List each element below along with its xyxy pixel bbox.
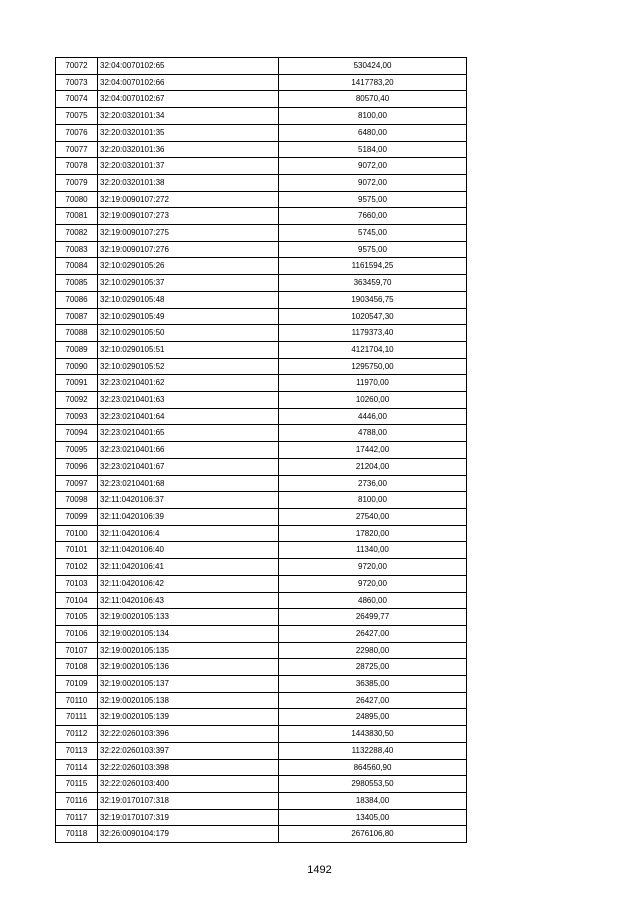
cadastral-value-cell: 26427,00 xyxy=(279,625,467,642)
table-row xyxy=(56,726,467,743)
row-number-cell: 70087 xyxy=(56,308,98,325)
cadastral-value-table xyxy=(55,57,467,843)
cadastral-number-cell: 32:10:0290105:51 xyxy=(98,341,279,358)
table-row xyxy=(56,742,467,759)
cadastral-value-cell: 2676106,80 xyxy=(279,826,467,843)
cadastral-value-cell: 17820,00 xyxy=(279,525,467,542)
table-row xyxy=(56,124,467,141)
cadastral-number-cell: 32:11:0420106:4 xyxy=(98,525,279,542)
row-number-cell: 70107 xyxy=(56,642,98,659)
cadastral-number-cell: 32:19:0090107:273 xyxy=(98,208,279,225)
table-row xyxy=(56,508,467,525)
cadastral-number-cell: 32:22:0260103:400 xyxy=(98,776,279,793)
cadastral-number-cell: 32:23:0210401:66 xyxy=(98,442,279,459)
cadastral-number-cell: 32:19:0090107:276 xyxy=(98,241,279,258)
cadastral-number-cell: 32:20:0320101:36 xyxy=(98,141,279,158)
cadastral-number-cell: 32:23:0210401:63 xyxy=(98,392,279,409)
table-row xyxy=(56,375,467,392)
registry-sheet xyxy=(55,57,466,843)
row-number-cell: 70083 xyxy=(56,241,98,258)
cadastral-value-cell: 530424,00 xyxy=(279,58,467,75)
cadastral-value-cell: 8100,00 xyxy=(279,108,467,125)
cadastral-value-cell: 27540,00 xyxy=(279,508,467,525)
table-row xyxy=(56,809,467,826)
cadastral-value-cell: 4446,00 xyxy=(279,408,467,425)
row-number-cell: 70110 xyxy=(56,692,98,709)
cadastral-number-cell: 32:23:0210401:65 xyxy=(98,425,279,442)
row-number-cell: 70095 xyxy=(56,442,98,459)
table-row xyxy=(56,776,467,793)
table-row xyxy=(56,442,467,459)
cadastral-value-cell: 4788,00 xyxy=(279,425,467,442)
cadastral-value-cell: 9720,00 xyxy=(279,575,467,592)
table-row xyxy=(56,458,467,475)
cadastral-number-cell: 32:20:0320101:35 xyxy=(98,124,279,141)
cadastral-number-cell: 32:19:0020105:137 xyxy=(98,676,279,693)
row-number-cell: 70093 xyxy=(56,408,98,425)
cadastral-value-cell: 1132288,40 xyxy=(279,742,467,759)
row-number-cell: 70085 xyxy=(56,275,98,292)
row-number-cell: 70112 xyxy=(56,726,98,743)
cadastral-number-cell: 32:19:0020105:138 xyxy=(98,692,279,709)
table-row xyxy=(56,74,467,91)
row-number-cell: 70090 xyxy=(56,358,98,375)
row-number-cell: 70074 xyxy=(56,91,98,108)
cadastral-value-cell: 10260,00 xyxy=(279,392,467,409)
cadastral-number-cell: 32:11:0420106:41 xyxy=(98,559,279,576)
cadastral-number-cell: 32:19:0020105:136 xyxy=(98,659,279,676)
cadastral-number-cell: 32:20:0320101:37 xyxy=(98,158,279,175)
row-number-cell: 70116 xyxy=(56,792,98,809)
cadastral-number-cell: 32:10:0290105:50 xyxy=(98,325,279,342)
cadastral-number-cell: 32:11:0420106:37 xyxy=(98,492,279,509)
cadastral-value-cell: 26499,77 xyxy=(279,609,467,626)
table-row xyxy=(56,692,467,709)
cadastral-number-cell: 32:20:0320101:34 xyxy=(98,108,279,125)
cadastral-number-cell: 32:04:0070102:66 xyxy=(98,74,279,91)
table-row xyxy=(56,392,467,409)
row-number-cell: 70102 xyxy=(56,559,98,576)
row-number-cell: 70084 xyxy=(56,258,98,275)
row-number-cell: 70075 xyxy=(56,108,98,125)
cadastral-number-cell: 32:10:0290105:37 xyxy=(98,275,279,292)
table-row xyxy=(56,91,467,108)
row-number-cell: 70092 xyxy=(56,392,98,409)
cadastral-value-cell: 28725,00 xyxy=(279,659,467,676)
cadastral-number-cell: 32:19:0170107:318 xyxy=(98,792,279,809)
cadastral-value-cell: 1417783,20 xyxy=(279,74,467,91)
table-row xyxy=(56,158,467,175)
table-row xyxy=(56,575,467,592)
cadastral-value-cell: 363459,70 xyxy=(279,275,467,292)
row-number-cell: 70094 xyxy=(56,425,98,442)
cadastral-value-cell: 26427,00 xyxy=(279,692,467,709)
table-row xyxy=(56,241,467,258)
row-number-cell: 70076 xyxy=(56,124,98,141)
cadastral-value-cell: 11340,00 xyxy=(279,542,467,559)
table-row xyxy=(56,225,467,242)
table-row xyxy=(56,525,467,542)
cadastral-value-cell: 24895,00 xyxy=(279,709,467,726)
table-row xyxy=(56,308,467,325)
cadastral-value-cell: 864560,90 xyxy=(279,759,467,776)
cadastral-value-cell: 4860,00 xyxy=(279,592,467,609)
cadastral-number-cell: 32:23:0210401:64 xyxy=(98,408,279,425)
cadastral-value-cell: 1903456,75 xyxy=(279,291,467,308)
table-row xyxy=(56,559,467,576)
table-row xyxy=(56,208,467,225)
row-number-cell: 70113 xyxy=(56,742,98,759)
row-number-cell: 70086 xyxy=(56,291,98,308)
table-row xyxy=(56,542,467,559)
cadastral-number-cell: 32:10:0290105:52 xyxy=(98,358,279,375)
table-row xyxy=(56,325,467,342)
cadastral-value-cell: 9575,00 xyxy=(279,241,467,258)
cadastral-number-cell: 32:04:0070102:65 xyxy=(98,58,279,75)
cadastral-number-cell: 32:19:0020105:134 xyxy=(98,625,279,642)
cadastral-value-cell: 1179373,40 xyxy=(279,325,467,342)
row-number-cell: 70104 xyxy=(56,592,98,609)
cadastral-number-cell: 32:11:0420106:39 xyxy=(98,508,279,525)
cadastral-value-cell: 2980553,50 xyxy=(279,776,467,793)
cadastral-number-cell: 32:19:0170107:319 xyxy=(98,809,279,826)
row-number-cell: 70115 xyxy=(56,776,98,793)
cadastral-number-cell: 32:19:0020105:133 xyxy=(98,609,279,626)
cadastral-number-cell: 32:19:0090107:275 xyxy=(98,225,279,242)
cadastral-number-cell: 32:11:0420106:42 xyxy=(98,575,279,592)
cadastral-number-cell: 32:19:0020105:139 xyxy=(98,709,279,726)
table-row xyxy=(56,58,467,75)
cadastral-number-cell: 32:04:0070102:67 xyxy=(98,91,279,108)
table-row xyxy=(56,592,467,609)
cadastral-number-cell: 32:23:0210401:62 xyxy=(98,375,279,392)
cadastral-value-cell: 17442,00 xyxy=(279,442,467,459)
row-number-cell: 70099 xyxy=(56,508,98,525)
cadastral-number-cell: 32:20:0320101:38 xyxy=(98,174,279,191)
row-number-cell: 70072 xyxy=(56,58,98,75)
row-number-cell: 70082 xyxy=(56,225,98,242)
row-number-cell: 70077 xyxy=(56,141,98,158)
row-number-cell: 70078 xyxy=(56,158,98,175)
cadastral-number-cell: 32:19:0020105:135 xyxy=(98,642,279,659)
cadastral-value-cell: 2736,00 xyxy=(279,475,467,492)
cadastral-number-cell: 32:11:0420106:40 xyxy=(98,542,279,559)
table-row xyxy=(56,659,467,676)
row-number-cell: 70096 xyxy=(56,458,98,475)
row-number-cell: 70114 xyxy=(56,759,98,776)
cadastral-value-cell: 18384,00 xyxy=(279,792,467,809)
row-number-cell: 70106 xyxy=(56,625,98,642)
cadastral-value-cell: 9575,00 xyxy=(279,191,467,208)
cadastral-number-cell: 32:22:0260103:398 xyxy=(98,759,279,776)
cadastral-value-cell: 7660,00 xyxy=(279,208,467,225)
table-row xyxy=(56,826,467,843)
table-row xyxy=(56,792,467,809)
table-row xyxy=(56,174,467,191)
cadastral-value-cell: 36385,00 xyxy=(279,676,467,693)
row-number-cell: 70101 xyxy=(56,542,98,559)
page-number: 1492 xyxy=(307,864,332,876)
cadastral-value-cell: 21204,00 xyxy=(279,458,467,475)
cadastral-number-cell: 32:11:0420106:43 xyxy=(98,592,279,609)
row-number-cell: 70103 xyxy=(56,575,98,592)
table-row xyxy=(56,625,467,642)
table-row xyxy=(56,191,467,208)
cadastral-value-cell: 9720,00 xyxy=(279,559,467,576)
cadastral-value-cell: 22980,00 xyxy=(279,642,467,659)
row-number-cell: 70105 xyxy=(56,609,98,626)
table-row xyxy=(56,609,467,626)
table-row xyxy=(56,275,467,292)
table-row xyxy=(56,492,467,509)
cadastral-value-cell: 1161594,25 xyxy=(279,258,467,275)
table-row xyxy=(56,759,467,776)
table-row xyxy=(56,475,467,492)
row-number-cell: 70073 xyxy=(56,74,98,91)
cadastral-value-cell: 80570,40 xyxy=(279,91,467,108)
cadastral-value-cell: 8100,00 xyxy=(279,492,467,509)
cadastral-number-cell: 32:26:0090104:179 xyxy=(98,826,279,843)
cadastral-number-cell: 32:19:0090107:272 xyxy=(98,191,279,208)
row-number-cell: 70100 xyxy=(56,525,98,542)
table-row xyxy=(56,709,467,726)
row-number-cell: 70098 xyxy=(56,492,98,509)
table-row xyxy=(56,291,467,308)
cadastral-value-cell: 1295750,00 xyxy=(279,358,467,375)
cadastral-number-cell: 32:10:0290105:26 xyxy=(98,258,279,275)
table-row xyxy=(56,141,467,158)
cadastral-value-cell: 11970,00 xyxy=(279,375,467,392)
row-number-cell: 70091 xyxy=(56,375,98,392)
row-number-cell: 70108 xyxy=(56,659,98,676)
table-row xyxy=(56,341,467,358)
cadastral-value-cell: 6480,00 xyxy=(279,124,467,141)
cadastral-value-cell: 4121704,10 xyxy=(279,341,467,358)
table-row xyxy=(56,425,467,442)
table-row xyxy=(56,258,467,275)
row-number-cell: 70111 xyxy=(56,709,98,726)
cadastral-number-cell: 32:23:0210401:67 xyxy=(98,458,279,475)
cadastral-number-cell: 32:10:0290105:48 xyxy=(98,291,279,308)
row-number-cell: 70081 xyxy=(56,208,98,225)
cadastral-value-cell: 5745,00 xyxy=(279,225,467,242)
row-number-cell: 70079 xyxy=(56,174,98,191)
table-row xyxy=(56,676,467,693)
row-number-cell: 70089 xyxy=(56,341,98,358)
cadastral-number-cell: 32:23:0210401:68 xyxy=(98,475,279,492)
row-number-cell: 70080 xyxy=(56,191,98,208)
table-row xyxy=(56,358,467,375)
cadastral-value-cell: 13405,00 xyxy=(279,809,467,826)
cadastral-number-cell: 32:22:0260103:397 xyxy=(98,742,279,759)
row-number-cell: 70117 xyxy=(56,809,98,826)
row-number-cell: 70097 xyxy=(56,475,98,492)
table-body xyxy=(56,58,467,843)
cadastral-value-cell: 5184,00 xyxy=(279,141,467,158)
cadastral-value-cell: 9072,00 xyxy=(279,174,467,191)
cadastral-number-cell: 32:10:0290105:49 xyxy=(98,308,279,325)
row-number-cell: 70118 xyxy=(56,826,98,843)
table-row xyxy=(56,408,467,425)
row-number-cell: 70088 xyxy=(56,325,98,342)
cadastral-value-cell: 9072,00 xyxy=(279,158,467,175)
cadastral-value-cell: 1020547,30 xyxy=(279,308,467,325)
cadastral-number-cell: 32:22:0260103:396 xyxy=(98,726,279,743)
table-row xyxy=(56,108,467,125)
row-number-cell: 70109 xyxy=(56,676,98,693)
table-row xyxy=(56,642,467,659)
cadastral-value-cell: 1443830,50 xyxy=(279,726,467,743)
